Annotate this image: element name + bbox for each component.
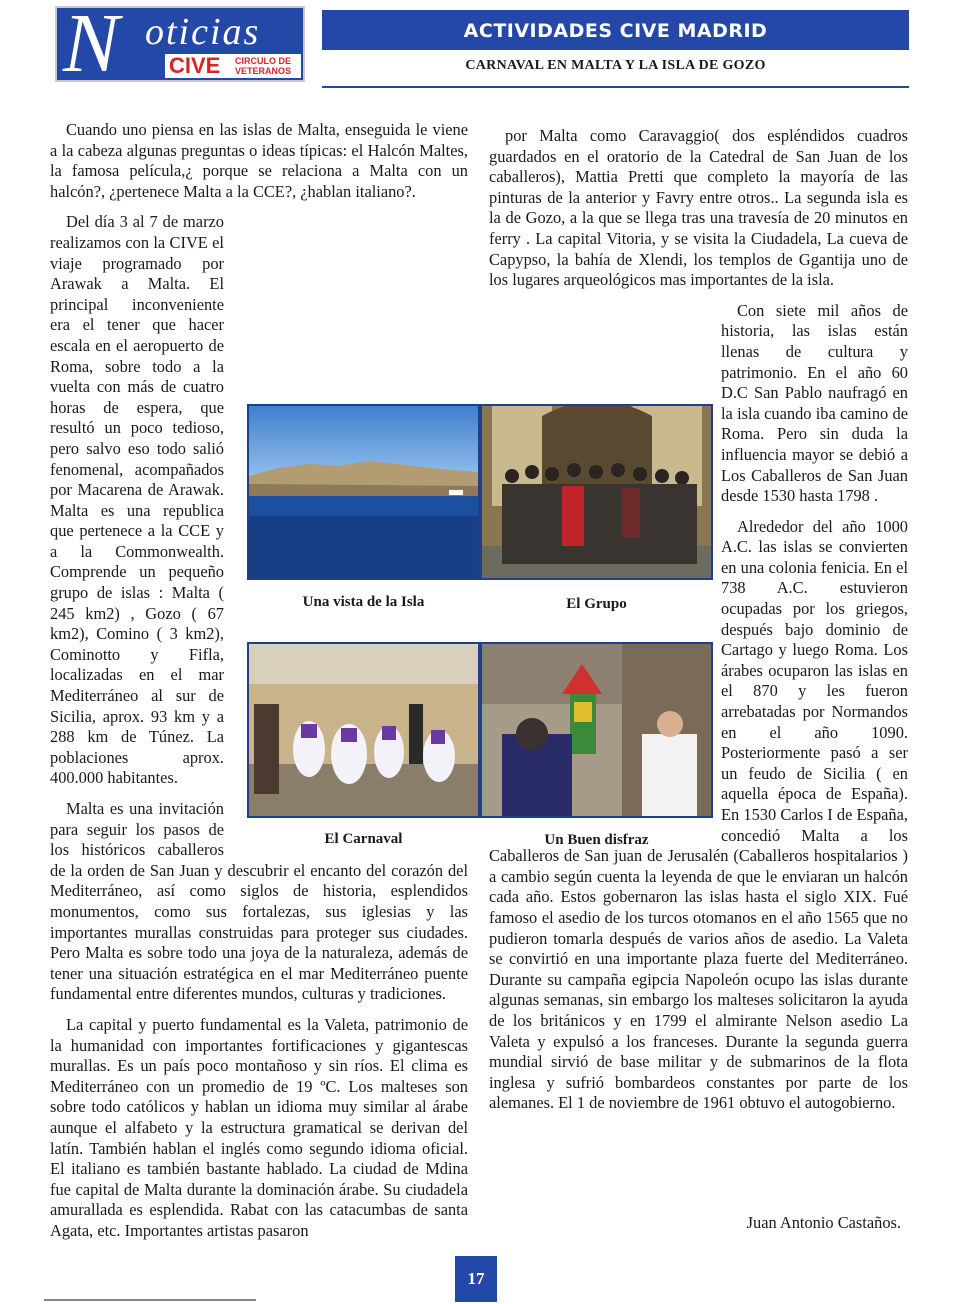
author-signature: Juan Antonio Castaños. xyxy=(746,1213,901,1232)
photo-costume xyxy=(480,642,713,818)
footer-rule xyxy=(44,1299,256,1301)
paragraph: Malta es una invitación para seguir los pasos de los históricos caballeros de la orden de San Juan y descubrir el encanto del corazón del Mediterráneo, así como siglos de historia, esplendidos monumentos, como sus fortalezas, sus iglesias y las importantes murallas construidas para proteger sus ciudades. Pero Malta es sobre todo una joya de la naturaleza, además de tener una situación estratégica en el mar Mediterráneo puente fundamental entre diferentes mundos, culturas y tradiciones. xyxy=(50,799,468,1004)
logo-word: oticias xyxy=(145,11,261,53)
text-column-right xyxy=(489,126,908,1124)
caption-carnival: El Carnaval xyxy=(324,831,403,847)
section-banner: ACTIVIDADES CIVE MADRID xyxy=(322,10,909,50)
group-image xyxy=(482,406,711,578)
logo-brand: CIVE xyxy=(169,53,221,78)
paragraph: Del día 3 al 7 de marzo realizamos con la CIVE el viaje programado por Arawak a Malta. El principal inconveniente era el tener que hacer escala en el aeropuerto de Roma, sobre todo a la vuelta con más de cuatro horas de espera, que resultó un poco tedioso, pero salvo eso todo salió fenomenal, acompañados por Macarena de Arawak. Malta es una republica que pertenece a la CCE y a la Commonwealth. Comprende un pequeño grupo de islas : Malta ( 245 km2) , Gozo ( 67 km2), Comino ( 3 km2), Cominotto y Fifla, localizadas en el mar Mediterráneo al sur de Sicilia, aprox. 93 km y a 288 km de Túnez. La poblaciones aprox. 400.000 habitantes. xyxy=(50,212,224,788)
paragraph: Cuando uno piensa en las islas de Malta, enseguida le viene a la cabeza algunas preguntas o ideas típicas: el Halcón Maltes, la famosa película,¿ porque se relaciona a Malta con un halcón?, ¿pertenece Malta a la CCE?, ¿hablan italiano?. xyxy=(50,120,468,201)
logo-sub: CIRCULO DE VETERANOS xyxy=(234,56,291,76)
noticias-logo xyxy=(55,6,305,82)
photo-island-view xyxy=(247,404,480,580)
caption-costume: Un Buen disfraz xyxy=(544,832,649,848)
paragraph: por Malta como Caravaggio( dos espléndidos cuadros guardados en el oratorio de la Catedral de San Juan de los caballeros), Mattia Pretti que completo la mayoría de las pinturas de la anterior y Favry entre otros.. La segunda isla es la de Gozo, a la que se llega tras una travesía de 20 minutos en ferry . La capital Vitoria, y se visita la Ciudadela, La cueva de Capypso, la bahía de Xlendi, los templos de Ggantija uno de los lugares arqueológicos mas importantes de la isla. xyxy=(489,126,908,290)
page-number: 17 xyxy=(455,1256,497,1302)
caption-island: Una vista de la Isla xyxy=(302,594,425,610)
photo-carnival xyxy=(247,642,480,818)
island-image xyxy=(249,406,478,578)
photo-group xyxy=(480,404,713,580)
logo-initial: N xyxy=(63,6,120,82)
carnival-image xyxy=(249,644,478,816)
paragraph: Con siete mil años de historia, las islas están llenas de cultura y patrimonio. En el año 60 D.C San Pablo naufragó en la isla cuando iba camino de Roma. Pero sin duda la influencia mayor se debió a Los Caballeros de San Juan desde 1530 hasta 1798 . xyxy=(721,300,908,506)
costume-image xyxy=(482,644,711,816)
title-underline xyxy=(322,86,909,88)
caption-group: El Grupo xyxy=(566,596,627,612)
paragraph: La capital y puerto fundamental es la Valeta, patrimonio de la humanidad con importantes fortificaciones y gigantescas murallas. Es un país poco montañoso y sin ríos. El clima es Mediterráneo con un promedio de 19 ºC. Los malteses son sobre todo católicos y hablan un idioma muy similar al árabe aunque el alfabeto y la estructura gramatical se derivan del latín. También hablan el inglés como segundo idioma oficial. El italiano es también bastante hablado. La ciudad de Mdina fue capital de Malta durante la dominación árabe. Su ciudadela amurallada es esplendida. Rabat con las catacumbas de santa Agata, etc. Importantes artistas pasaron xyxy=(50,1014,468,1240)
article-title: CARNAVAL EN MALTA Y LA ISLA DE GOZO xyxy=(465,58,766,73)
paragraph: Alrededor del año 1000 A.C. las islas se convierten en una colonia fenicia. En el 738 A.C. estuvieron ocupadas por los griegos, después bajo dominio de Cartago y luego Roma. Los árabes ocuparon las islas en el 870 y les fueron arrebatadas por Normandos en el año 1090. Posteriormente pasó a ser un feudo de Sicilia ( en aquella época de España). En 1530 Carlos I de España, concedió Malta a los Caballeros de San juan de Jerusalén (Caballeros hospitalarios ) a cambio según cuenta la leyenda de que le enviaran un halcón cada año. Estos gobernaron las islas hasta el siglo XIX. Fué famoso el asedio de los turcos otomanos en el año 1565 que no pudieron tomarla después de varios años de asedio. La Valeta se convirtió en una importante plaza fuerte del Mediterráneo. Durante su campaña egipcia Napoleón ocupo las islas durante algunas semanas, sin embargo los malteses solicitaron la ayuda de los británicos y en 1799 el almirante Nelson asedio La Valeta y expulsó a los franceses. Durante la segunda guerra mundial sirvió de base militar y de submarinos de la flota inglesa y sufrió bombardeos constantes por parte de los alemanes. El 1 de noviembre de 1961 obtuvo el autogobierno. xyxy=(489,516,908,1113)
